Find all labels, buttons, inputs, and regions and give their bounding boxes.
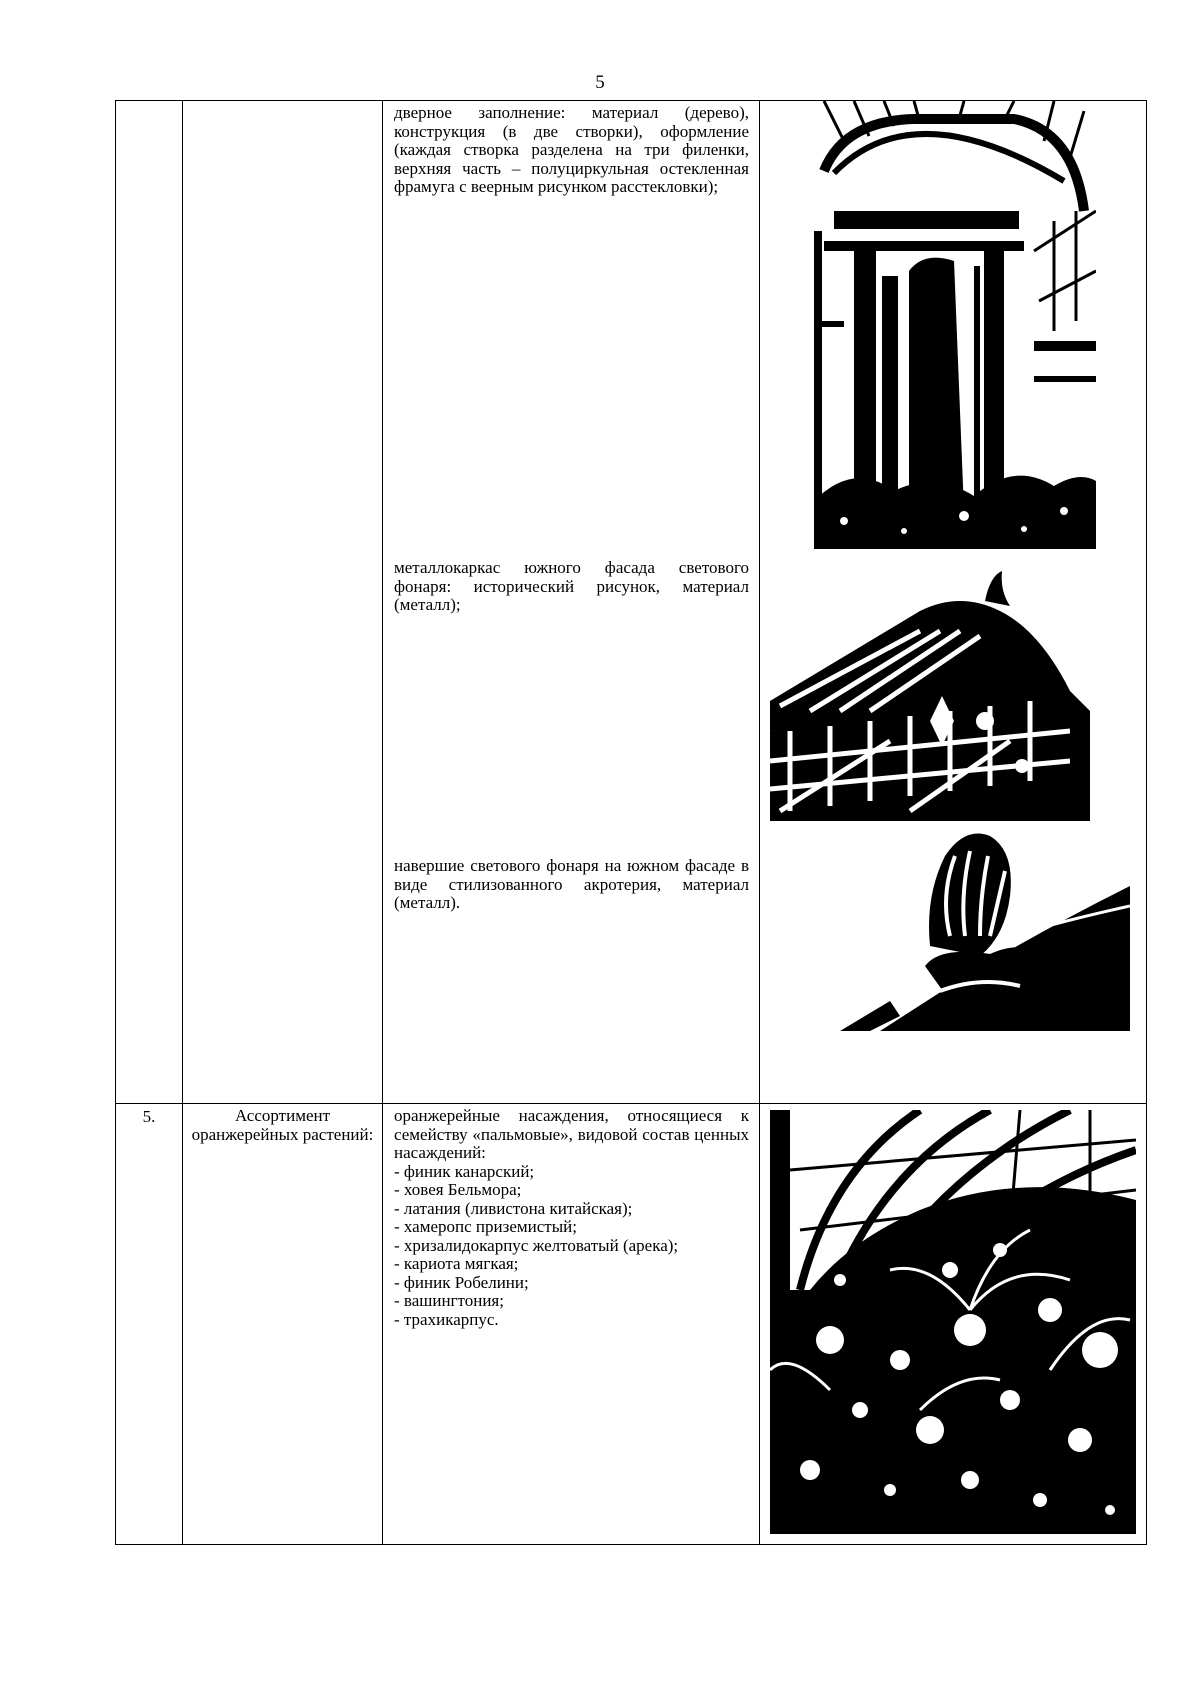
palm-greenhouse-interior-photo <box>770 1110 1136 1534</box>
palm-species-list <box>394 1163 749 1330</box>
finial-description: навершие светового фонаря на южном фасаде в виде стилизованного акротерия, материал (металл). <box>394 856 749 912</box>
list-item: - вашингтония; <box>394 1291 504 1310</box>
skylight-frame-photo <box>770 571 1106 821</box>
description-cell <box>383 101 760 1104</box>
list-item: - финик Робелини; <box>394 1272 529 1292</box>
arched-doorway-photo <box>814 101 1096 549</box>
page-number: 5 <box>595 72 605 93</box>
table-row <box>116 1104 1147 1545</box>
palm-intro: оранжерейные насаждения, относящиеся к семейству «пальмовые», видовой состав ценных насаждений: <box>394 1106 749 1162</box>
list-item: - финик канарский; <box>394 1161 535 1181</box>
list-item: - кариота мягкая; <box>394 1254 519 1273</box>
door-description: дверное заполнение: материал (дерево), конструкция (в две створки), оформление (каждая створка разделена на три филенки, верхняя часть – полуциркульная остекленная фрамуга с веерным рисунком расстекловки); <box>394 103 749 196</box>
table-row <box>116 101 1147 1104</box>
list-item: - хризалидокарпус желтоватый (арека); <box>394 1235 679 1255</box>
document-table <box>115 100 1147 1545</box>
row-name-cell: Ассортимент оранжерейных растений: <box>183 1104 383 1545</box>
skylight-frame-description: металлокаркас южного фасада светового фонаря: исторический рисунок, материал (металл); <box>394 558 749 614</box>
acroterion-finial-photo <box>830 826 1130 1031</box>
row-number-cell: 5. <box>116 1104 183 1545</box>
row-name-cell <box>183 101 383 1104</box>
list-item: - латания (ливистона китайская); <box>394 1198 633 1218</box>
photo-cell <box>760 1104 1147 1545</box>
list-item: - ховея Бельмора; <box>394 1180 522 1199</box>
list-item: - хамеропс приземистый; <box>394 1217 577 1236</box>
photo-cell <box>760 101 1147 1104</box>
description-cell <box>383 1104 760 1545</box>
row-number-cell <box>116 101 183 1104</box>
list-item: - трахикарпус. <box>394 1309 499 1329</box>
